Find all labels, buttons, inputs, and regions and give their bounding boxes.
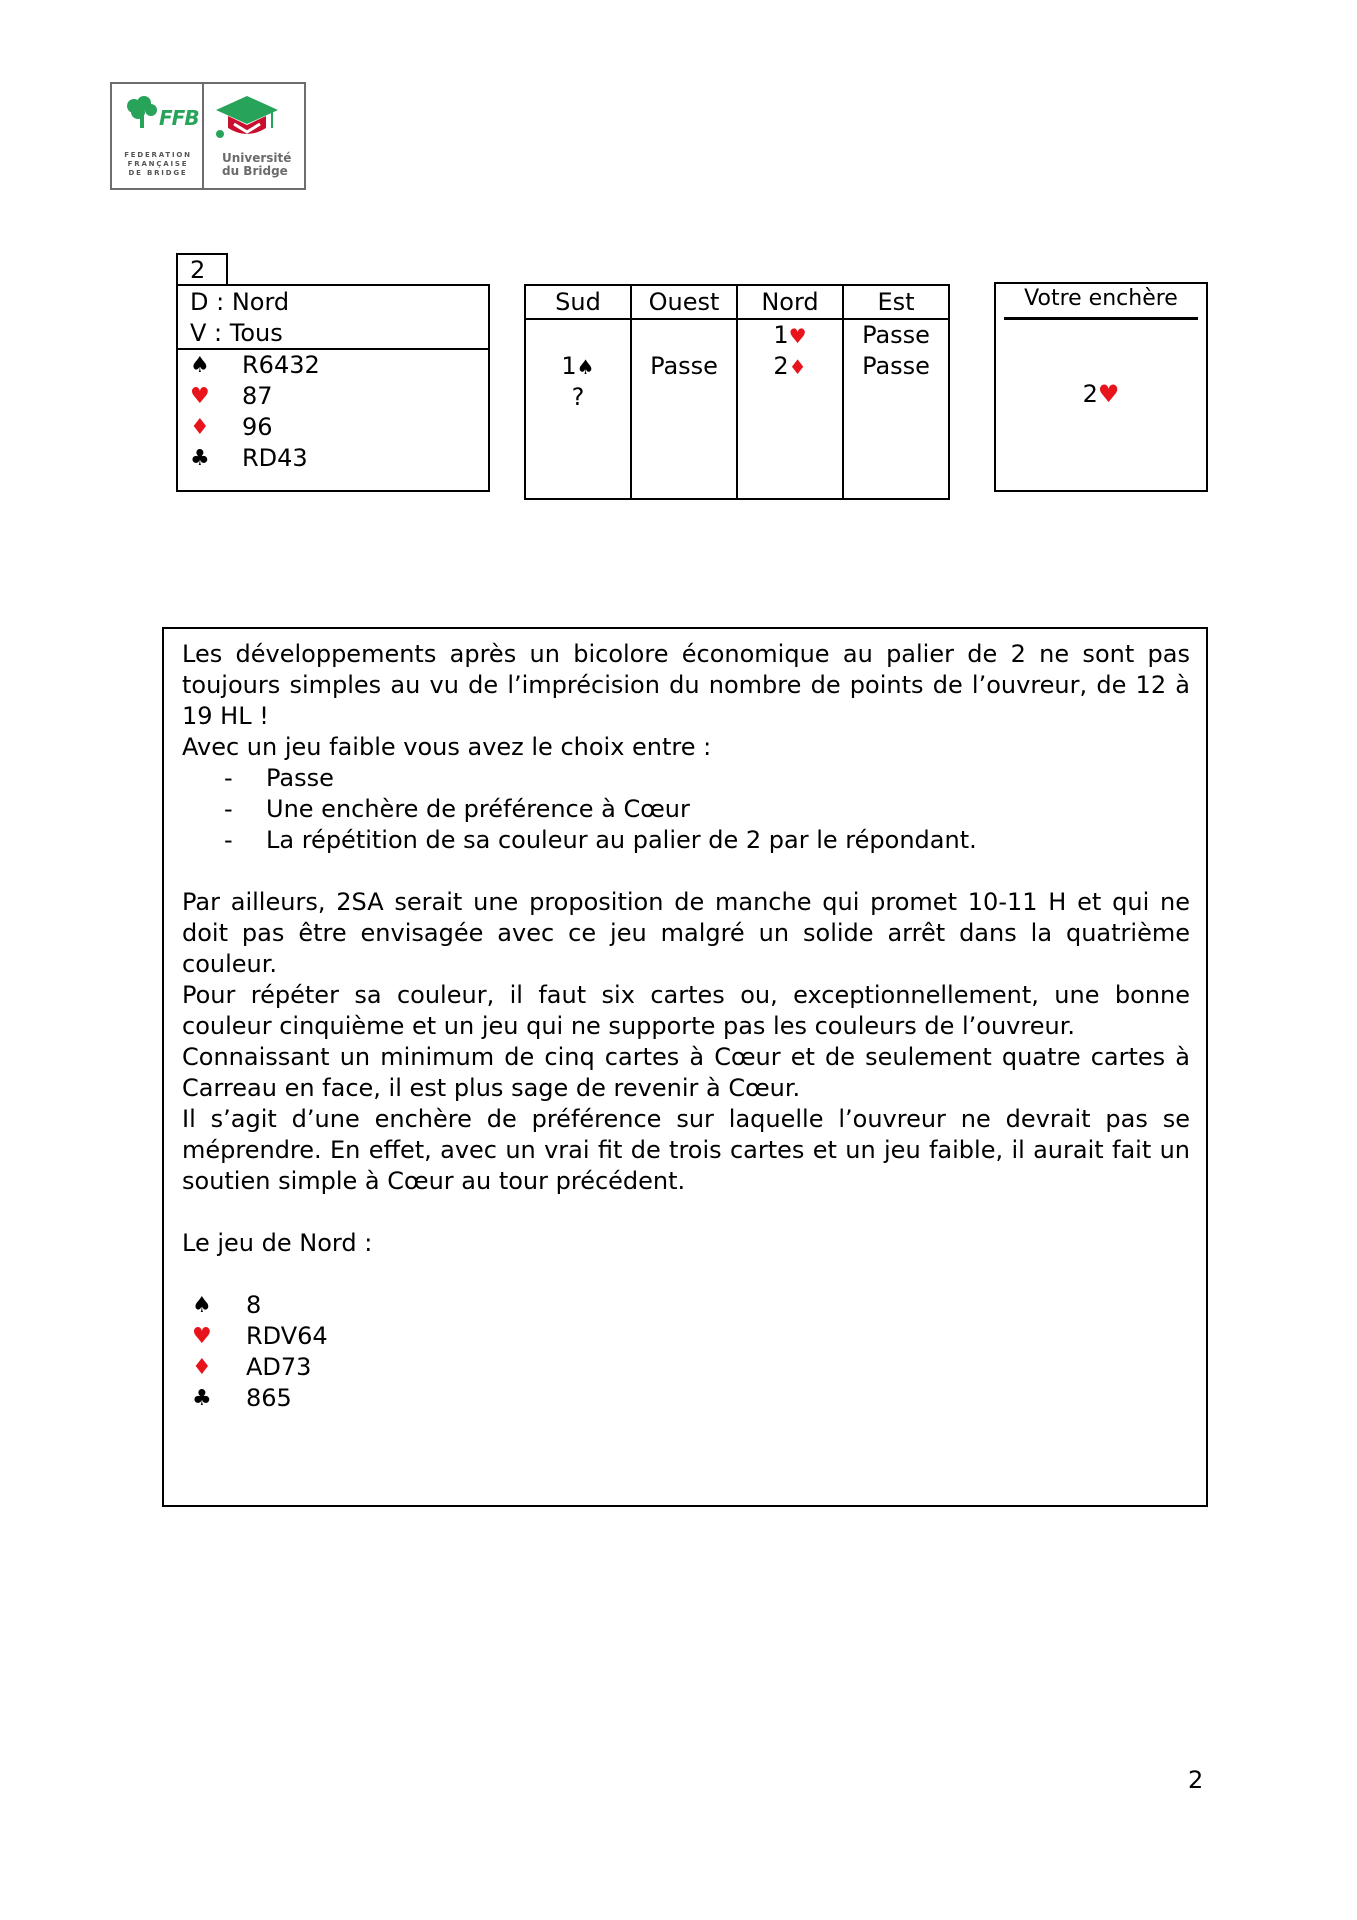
spade-icon: ♠ — [192, 1293, 212, 1318]
comment-paragraph: Par ailleurs, 2SA serait une proposition de manche qui promet 10-11 H et qui ne doit pas être envisagée avec ce jeu malgré un solide arrêt dans la quatrième couleur. — [182, 888, 1190, 978]
option-item: - Passe — [224, 764, 334, 792]
answer-box — [994, 282, 1208, 492]
bidding-table — [524, 284, 950, 500]
bid-cell: Passe — [862, 321, 930, 349]
bid-cell — [844, 382, 948, 413]
bid-column-est — [844, 286, 948, 498]
diamond-icon: ♦ — [190, 415, 210, 440]
deal-conditions — [178, 286, 488, 350]
north-hand-row: ♦ AD73 — [192, 1353, 312, 1381]
club-cards: RD43 — [242, 444, 308, 472]
bid-column-sud — [526, 286, 632, 498]
bid-header: Sud — [526, 286, 630, 320]
bid-cell — [632, 382, 736, 413]
bid-cell: 1♥ — [773, 321, 807, 349]
comment-paragraph: Il s’agit d’une enchère de préférence sur laquelle l’ouvreur ne devrait pas se méprendre. En effet, avec un vrai fit de trois cartes et un jeu faible, il aurait fait un soutien simple à Cœur au tour précédent. — [182, 1105, 1190, 1195]
north-hand-row: ♣ 865 — [192, 1384, 292, 1412]
heart-cards: 87 — [242, 382, 273, 410]
graduation-cap-icon — [212, 94, 282, 146]
bid-cell: 1♠ — [561, 352, 595, 380]
bid-cell: Passe — [862, 352, 930, 380]
option-item: - La répétition de sa couleur au palier de 2 par le répondant. — [224, 826, 977, 854]
bid-column-nord — [738, 286, 844, 498]
answer-bid: 2♥ — [1082, 380, 1120, 408]
club-icon: ♣ — [190, 446, 210, 471]
comment-paragraph: Pour répéter sa couleur, il faut six cartes ou, exceptionnellement, une bonne couleur cinquième et un jeu qui ne supporte pas les couleurs de l’ouvreur. — [182, 981, 1190, 1040]
ffb-logo — [112, 84, 204, 188]
vulnerability: V : Tous — [190, 319, 283, 347]
federation-text: FEDERATION FRANÇAISE DE BRIDGE — [124, 151, 192, 177]
spade-icon: ♠ — [576, 355, 595, 379]
option-item: - Une enchère de préférence à Cœur — [224, 795, 690, 823]
tree-icon — [124, 96, 160, 130]
comment-paragraph: Les développements après un bicolore économique au palier de 2 ne sont pas toujours simples au vu de l’imprécision du nombre de points de l’ouvreur, de 12 à 19 HL ! — [182, 640, 1190, 730]
bid-cell — [632, 320, 736, 351]
page-number: 2 — [1188, 1766, 1204, 1794]
south-hand — [178, 350, 488, 474]
answer-divider — [1004, 317, 1198, 320]
deal-number: 2 — [176, 253, 228, 285]
hand-row-hearts — [178, 381, 488, 412]
bid-cell — [526, 320, 630, 351]
universite-text: Université du Bridge — [222, 151, 292, 178]
logo — [110, 82, 306, 190]
heart-icon: ♥ — [1097, 380, 1120, 408]
heart-icon: ♥ — [190, 384, 210, 409]
deal-box — [176, 284, 490, 492]
bid-header: Ouest — [632, 286, 736, 320]
hand-row-diamonds — [178, 412, 488, 443]
spade-cards: R6432 — [242, 351, 320, 379]
diamond-icon: ♦ — [788, 355, 807, 379]
bid-column-ouest — [632, 286, 738, 498]
comment-paragraph: Connaissant un minimum de cinq cartes à Cœur et de seulement quatre cartes à Carreau en face, il est plus sage de revenir à Cœur. — [182, 1043, 1190, 1102]
comment-paragraph: Avec un jeu faible vous avez le choix entre : — [182, 733, 712, 761]
club-icon: ♣ — [192, 1386, 212, 1411]
north-hand-title: Le jeu de Nord : — [182, 1229, 373, 1257]
universite-logo — [204, 84, 304, 188]
bid-cell — [738, 382, 842, 413]
bid-cell: ? — [571, 383, 585, 411]
bid-header: Est — [844, 286, 948, 320]
north-hand-row: ♠ 8 — [192, 1291, 262, 1319]
bid-cell: 2♦ — [773, 352, 807, 380]
comment-box — [162, 627, 1208, 1507]
dealer: D : Nord — [190, 288, 290, 316]
diamond-cards: 96 — [242, 413, 273, 441]
north-hand-row: ♥ RDV64 — [192, 1322, 328, 1350]
ffb-text: FFB — [159, 106, 199, 130]
heart-icon: ♥ — [192, 1324, 212, 1349]
spade-icon: ♠ — [190, 353, 210, 378]
hand-row-spades — [178, 350, 488, 381]
bid-header: Nord — [738, 286, 842, 320]
bid-cell: Passe — [650, 352, 718, 380]
heart-icon: ♥ — [788, 324, 807, 348]
answer-title: Votre enchère — [1024, 286, 1178, 311]
hand-row-clubs — [178, 443, 488, 474]
diamond-icon: ♦ — [192, 1355, 212, 1380]
